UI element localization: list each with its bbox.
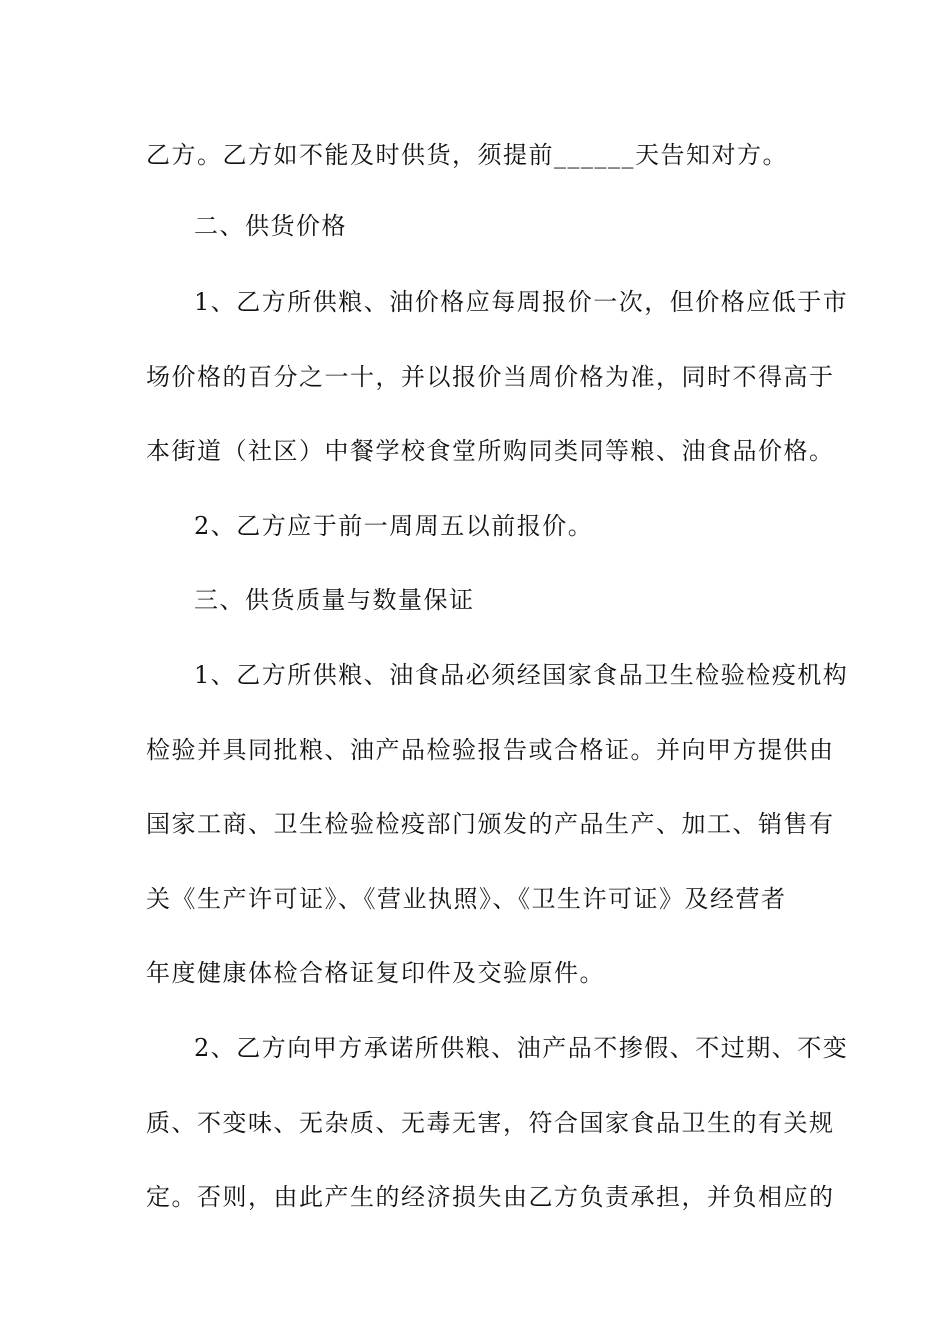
text-line: 1、乙方所供粮、油价格应每周报价一次，但价格应低于市 (194, 288, 849, 316)
text-line: 检验并具同批粮、油产品检验报告或合格证。并向甲方提供由 (146, 736, 835, 764)
text-line: 场价格的百分之一十，并以报价当周价格为准，同时不得高于 (146, 363, 835, 391)
text-line: 定。否则，由此产生的经济损失由乙方负责承担，并负相应的 (146, 1183, 835, 1211)
section-heading: 二、供货价格 (194, 212, 347, 240)
text-line: 2、乙方向甲方承诺所供粮、油产品不掺假、不过期、不变 (194, 1034, 849, 1062)
text-line: 2、乙方应于前一周周五以前报价。 (194, 512, 594, 540)
section-heading: 三、供货质量与数量保证 (194, 586, 475, 614)
text-line: 关《生产许可证》、《营业执照》、《卫生许可证》及经营者 (146, 885, 787, 913)
text-line: 国家工商、卫生检验检疫部门颁发的产品生产、加工、销售有 (146, 810, 835, 838)
text-line: 1、乙方所供粮、油食品必须经国家食品卫生检验检疫机构 (194, 661, 849, 689)
text-line: 质、不变味、无杂质、无毒无害，符合国家食品卫生的有关规 (146, 1109, 835, 1137)
text-line: 本街道（社区）中餐学校食堂所购同类同等粮、油食品价格。 (146, 437, 835, 465)
text-line: 乙方。乙方如不能及时供货，须提前______天告知对方。 (146, 141, 788, 169)
text-line: 年度健康体检合格证复印件及交验原件。 (146, 959, 605, 987)
